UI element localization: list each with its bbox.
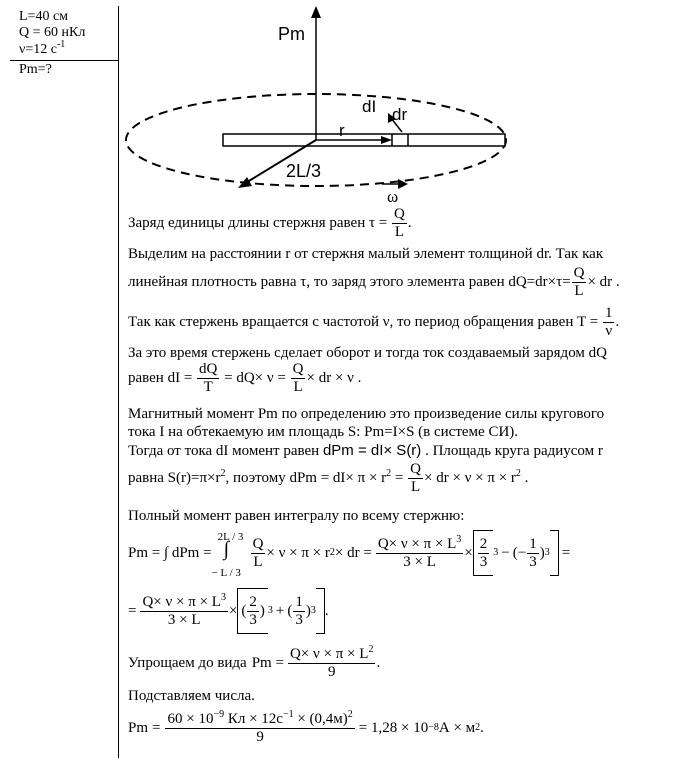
- line-3: линейная плотность равна τ, то заряд этого элемента равен dQ=dr×τ= $\frac{Q}{L}$ × dr .: [128, 265, 620, 299]
- given-Q: Q = 60 нКл: [19, 25, 86, 40]
- calculation-formula: Pm = $\frac{60 \times 10^{-9} Кл \times 12с^{-1} \times (0,4м)^2}{9}$ = 1,28 × 10 −8 А × м 2 .: [128, 708, 484, 745]
- radius-label: 2L/3: [286, 161, 322, 181]
- pm-label: Pm: [278, 24, 305, 44]
- omega-label: ω: [387, 187, 399, 205]
- line-8: тока I на обтекаемую им площадь S: Pm=I×S (в системе СИ).: [128, 424, 519, 440]
- line-11: Полный момент равен интегралу по всему стержню:: [128, 508, 465, 524]
- dr-label: dr: [392, 105, 408, 124]
- simplified-formula: Упрощаем до вида Pm = $\frac{Q\times \nu \times \pi \times L^2}{9}$ .: [128, 643, 381, 680]
- line-7: Магнитный момент Pm по определению это произведение силы кругового: [128, 406, 605, 422]
- line-9: Тогда от тока dI момент равен dPm = dI× S(r) . Площадь круга радиусом r: [128, 442, 603, 459]
- integral-formula: Pm = ∫ dPm = 2L / 3 ∫ − L / 3 $\frac{Q}{L}$ × ν × π × r 2 × dr = $\frac{Q\times \nu \times \pi \times L^3}{3 \times L}$ × $\frac{2}{3}$ 3 − (− $\frac{1}{3}$ ) 3 =: [128, 531, 571, 579]
- rotating-rod-diagram: [120, 0, 540, 205]
- integral-result: = $\frac{Q\times \nu \times \pi \times L^3}{3 \times L}$ × ( $\frac{2}{3}$ ) 3 + ( $\frac{1}{3}$ ) 3 .: [128, 586, 329, 636]
- pm-arrowhead: [311, 6, 321, 18]
- line-1: Заряд единицы длины стержня равен τ = $\frac{Q}{L}$ .: [128, 206, 412, 240]
- dI-label: dI: [362, 97, 377, 116]
- given-L: L=40 см: [19, 9, 69, 24]
- line-6: равен dI = $\frac{dQ}{T}$ = dQ× ν = $\frac{Q}{L}$ × dr × ν .: [128, 361, 362, 395]
- given-nu: ν=12 $с^{-1}$: [19, 39, 66, 57]
- line-5: За это время стержень сделает оборот и тогда ток создаваемый зарядом dQ: [128, 345, 607, 361]
- line-2: Выделим на расстоянии r от стержня малый элемент толщиной dr. Так как: [128, 246, 604, 262]
- frac-Q-over-L: $\frac{Q}{L}$: [393, 206, 405, 240]
- vertical-divider: [118, 6, 119, 758]
- substitute-lead: Подставляем числа.: [128, 688, 255, 704]
- line-4: Так как стержень вращается с частотой ν, то период обращения равен T = $\frac{1}{\nu}$ .: [128, 305, 620, 339]
- given-divider: [10, 60, 119, 61]
- r-label: r: [339, 121, 345, 140]
- line-10: равна $S(r)=\pi\times r^2$, поэтому dPm = $dI\times \pi \times r^2$ = $\frac{Q}{L}$ × dr × $\nu \times \pi \times r^2$ .: [128, 461, 529, 495]
- given-find: Pm=?: [19, 62, 52, 77]
